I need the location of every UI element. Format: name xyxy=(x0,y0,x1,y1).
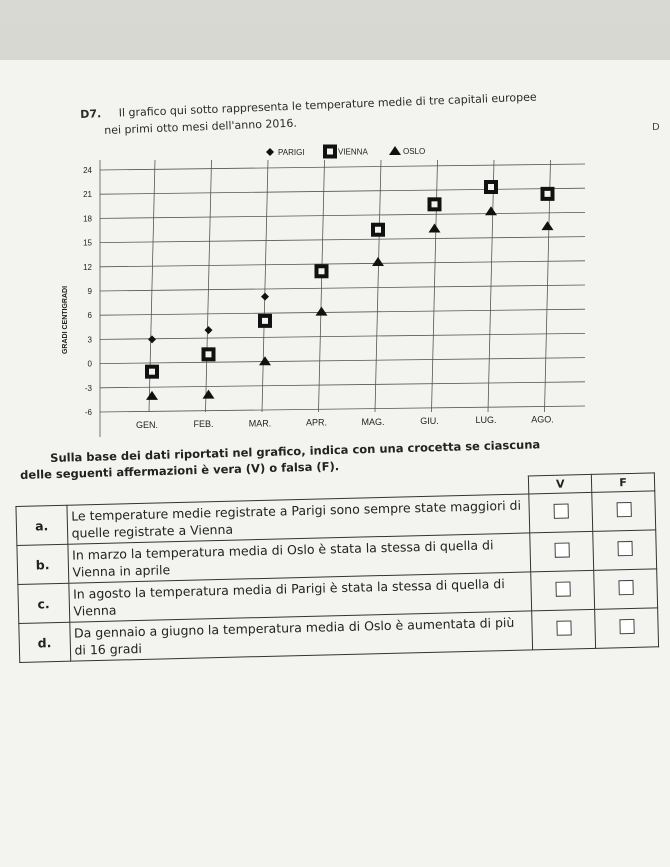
square-inner xyxy=(327,149,333,155)
checkbox-v-c[interactable] xyxy=(555,581,570,596)
gridline-h xyxy=(100,261,585,267)
header-f: F xyxy=(591,473,654,493)
gridline-v xyxy=(319,160,325,412)
gridline-v xyxy=(206,160,212,412)
x-tick-label: FEB. xyxy=(193,419,214,430)
gridline-h xyxy=(100,164,585,170)
data-point-parigi-feb xyxy=(205,326,213,334)
square-inner xyxy=(149,369,155,375)
data-point-vienna-apr xyxy=(315,264,329,278)
x-tick-label: AGO. xyxy=(531,414,554,425)
gridline-v xyxy=(262,160,268,412)
exercise-line-1: Il grafico qui sotto rappresenta le temperature medie di tre capitali europee xyxy=(118,90,537,120)
data-point-oslo-gen xyxy=(146,391,158,400)
data-point-vienna-mar xyxy=(258,314,272,328)
row-statement: In marzo la temperatura media di Oslo è stata la stessa di quella di Vienna in aprile xyxy=(67,533,531,583)
x-tick-label: MAR. xyxy=(248,418,272,429)
x-tick-label: GIU. xyxy=(420,416,439,426)
data-point-oslo-mag xyxy=(372,257,384,266)
true-false-table xyxy=(15,472,659,663)
checkbox-f-d[interactable] xyxy=(619,618,634,633)
y-tick-label: 0 xyxy=(87,359,92,369)
x-tick-label: LUG. xyxy=(475,415,497,426)
data-point-parigi-gen xyxy=(148,335,156,343)
data-point-oslo-ago xyxy=(542,221,554,230)
chart-grid xyxy=(100,160,585,437)
data-point-oslo-giu xyxy=(429,224,441,233)
legend-label-vienna: VIENNA xyxy=(338,147,368,157)
y-tick-label: 21 xyxy=(83,190,92,200)
row-letter: d. xyxy=(19,622,70,662)
exercise-line-2: nei primi otto mesi dell'anno 2016. xyxy=(104,116,298,137)
row-letter: c. xyxy=(18,583,69,623)
x-axis-ticks xyxy=(136,414,554,430)
data-point-vienna-lug xyxy=(484,180,498,194)
data-point-oslo-lug xyxy=(485,206,497,215)
gridline-h xyxy=(100,188,585,194)
legend-marker-vienna xyxy=(323,145,337,159)
checkbox-f-c[interactable] xyxy=(618,579,633,594)
y-tick-label: 15 xyxy=(83,238,92,248)
row-letter: b. xyxy=(17,544,68,584)
gridline-h xyxy=(100,382,585,388)
gridline-v xyxy=(375,160,381,412)
checkbox-v-a[interactable] xyxy=(553,503,568,518)
instructions-line-2: delle seguenti affermazioni è vera (V) o falsa (F). xyxy=(20,459,340,482)
legend-marker-parigi xyxy=(266,148,274,156)
gridline-h xyxy=(100,237,585,243)
gridline-h xyxy=(100,285,585,291)
legend-label-parigi: PARIGI xyxy=(278,148,305,157)
y-axis-title: GRADI CENTIGRADI xyxy=(62,285,69,355)
square-inner xyxy=(432,201,438,207)
row-statement: Da gennaio a giugno la temperatura media di Oslo è aumentata di più di 16 gradi xyxy=(69,611,533,661)
data-point-vienna-gen xyxy=(145,365,159,379)
square-inner xyxy=(319,268,325,274)
gridline-h xyxy=(100,406,585,412)
x-tick-label: APR. xyxy=(305,417,328,428)
legend-marker-oslo xyxy=(389,146,401,155)
checkbox-v-b[interactable] xyxy=(554,542,569,557)
header-v: V xyxy=(529,474,592,494)
instructions-line-1: Sulla base dei dati riportati nel grafico, indica con una crocetta se ciascuna xyxy=(50,437,541,465)
data-point-oslo-apr xyxy=(316,307,328,316)
square-inner xyxy=(262,318,268,324)
checkbox-f-b[interactable] xyxy=(617,540,632,555)
row-statement: In agosto la temperatura media di Parigi è stata la stessa di quella di Vienna xyxy=(68,572,532,622)
y-tick-label: 6 xyxy=(87,311,92,321)
gridline-h xyxy=(100,212,585,218)
y-axis-ticks xyxy=(83,166,92,417)
exercise-number: D7. xyxy=(80,107,102,121)
x-tick-label: GEN. xyxy=(135,420,159,430)
row-statement: Le temperature medie registrate a Parigi sono sempre state maggiori di quelle registrate a Vienna xyxy=(66,494,530,544)
checkbox-f-a[interactable] xyxy=(616,501,631,516)
data-point-oslo-mar xyxy=(259,356,271,365)
x-tick-label: MAG. xyxy=(361,416,385,427)
data-point-vienna-ago xyxy=(541,187,555,201)
y-tick-label: -6 xyxy=(84,408,92,417)
square-inner xyxy=(488,184,494,190)
gridline-h xyxy=(100,333,585,339)
legend-label-oslo: OSLO xyxy=(403,147,426,156)
checkbox-v-d[interactable] xyxy=(556,620,571,635)
data-point-vienna-feb xyxy=(202,347,216,361)
row-letter: a. xyxy=(16,505,67,545)
data-point-vienna-mag xyxy=(371,223,385,237)
y-tick-label: 18 xyxy=(83,214,92,224)
square-inner xyxy=(545,191,551,197)
y-tick-label: 24 xyxy=(83,166,92,175)
chart-legend xyxy=(266,145,425,159)
data-point-oslo-feb xyxy=(203,390,215,399)
y-tick-label: 12 xyxy=(83,262,92,272)
y-tick-label: -3 xyxy=(84,383,92,393)
gridline-h xyxy=(100,309,585,315)
data-point-vienna-giu xyxy=(428,197,442,211)
data-point-parigi-mar xyxy=(261,293,269,301)
temperature-chart xyxy=(0,130,670,450)
square-inner xyxy=(375,227,381,233)
y-axis-label xyxy=(62,286,69,354)
y-tick-label: 3 xyxy=(87,335,92,345)
side-mark: D xyxy=(652,122,660,133)
y-tick-label: 9 xyxy=(87,287,92,296)
gridline-h xyxy=(100,358,585,364)
square-inner xyxy=(206,351,212,357)
